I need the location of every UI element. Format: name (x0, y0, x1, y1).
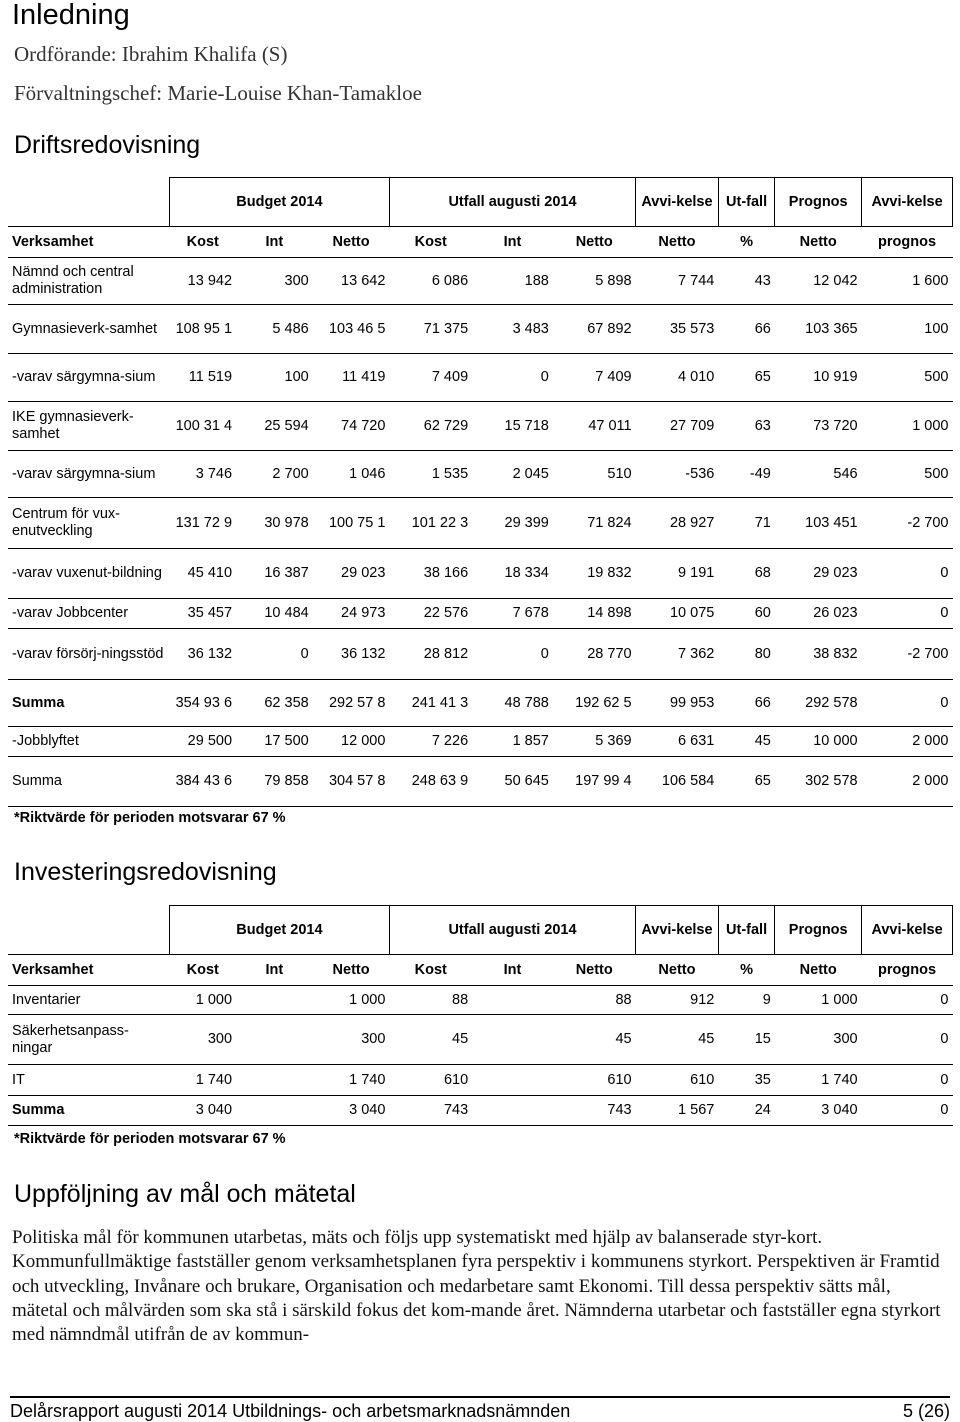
footer-page-number: 5 (26) (902, 1401, 950, 1421)
header-spacer (8, 906, 169, 955)
cell-value: 354 93 6 (169, 680, 236, 727)
row-label: -varav särgymna-sium (8, 451, 169, 498)
cell-value: 292 578 (775, 680, 862, 727)
cell-value: 18 334 (472, 549, 553, 599)
drift-table (8, 177, 953, 807)
cell-value: 912 (636, 986, 719, 1015)
cell-value: 7 362 (636, 629, 719, 680)
cell-value: 10 919 (775, 354, 862, 402)
cell-value: 71 (718, 498, 775, 549)
cell-value: 6 086 (389, 258, 472, 305)
row-label: -Jobblyftet (8, 727, 169, 757)
cell-value: 10 075 (636, 599, 719, 629)
group-avvikelse-prognos: Avvi-kelse (862, 906, 953, 955)
group-budget: Budget 2014 (169, 906, 389, 955)
cell-value: 3 040 (169, 1096, 236, 1126)
cell-value: 45 (636, 1015, 719, 1065)
group-utfall-pct: Ut-fall (718, 906, 775, 955)
cell-value: 88 (389, 986, 472, 1015)
table-row (8, 1096, 953, 1126)
cell-value: 48 788 (472, 680, 553, 727)
cell-value: 1 740 (313, 1065, 390, 1096)
cell-value: 66 (718, 305, 775, 354)
cell-value: 10 484 (236, 599, 313, 629)
cell-value: 74 720 (313, 402, 390, 451)
cell-value: 7 226 (389, 727, 472, 757)
cell-value: 29 399 (472, 498, 553, 549)
cell-value: 45 (553, 1015, 636, 1065)
goals-paragraph: Politiska mål för kommunen utarbetas, mäts och följs upp systematiskt med hjälp av balanserade styr-kort. Kommunfullmäktige fastställer genom verksamhetsplanen fyra perspektiv i kommunens styrkort. Perspektiven är Framtid och utveckling, Invånare och brukare, Organisation och medarbetare samt Ekonomi. Till dessa perspektiv sätts mål, mätetal och målvärden som ska stå i särskild fokus det kom-mande året. Nämnderna utarbetar och fastställer egna styrkort med nämndmål utifrån de av kommun- (12, 1227, 941, 1346)
drift-note: *Riktvärde för perioden motsvarar 67 % (14, 810, 286, 826)
cell-value: 743 (553, 1096, 636, 1126)
cell-value: 1 000 (313, 986, 390, 1015)
cell-value: 9 (718, 986, 775, 1015)
column-header: Kost (389, 227, 472, 258)
drift-title: Driftsredovisning (14, 131, 201, 159)
cell-value: 19 832 (553, 549, 636, 599)
cell-value: 3 040 (775, 1096, 862, 1126)
cell-value (236, 1096, 313, 1126)
cell-value: 27 709 (636, 402, 719, 451)
column-header: Netto (775, 227, 862, 258)
cell-value: 610 (389, 1065, 472, 1096)
cell-value: 101 22 3 (389, 498, 472, 549)
cell-value: 12 042 (775, 258, 862, 305)
cell-value: 3 040 (313, 1096, 390, 1126)
table-group-header (8, 178, 953, 227)
cell-value: 103 451 (775, 498, 862, 549)
cell-value: 1 535 (389, 451, 472, 498)
cell-value: 71 824 (553, 498, 636, 549)
column-header: Verksamhet (8, 955, 169, 986)
table-column-header (8, 227, 953, 258)
cell-value: -2 700 (862, 498, 953, 549)
cell-value: 28 927 (636, 498, 719, 549)
column-header: % (718, 227, 775, 258)
table-row (8, 680, 953, 727)
manager-line: Förvaltningschef: Marie-Louise Khan-Tamakloe (14, 81, 422, 105)
cell-value: 66 (718, 680, 775, 727)
cell-value: 0 (862, 549, 953, 599)
cell-value: 546 (775, 451, 862, 498)
column-header: Int (472, 955, 553, 986)
cell-value: 0 (472, 629, 553, 680)
page-footer (10, 1396, 950, 1422)
table-row (8, 629, 953, 680)
invest-table (8, 905, 953, 1126)
cell-value: 300 (236, 258, 313, 305)
group-utfall: Utfall augusti 2014 (389, 178, 635, 227)
group-prognos: Prognos (775, 178, 862, 227)
cell-value: 35 457 (169, 599, 236, 629)
cell-value: 2 000 (862, 757, 953, 807)
column-header: prognos (862, 227, 953, 258)
cell-value: 7 744 (636, 258, 719, 305)
cell-value: 17 500 (236, 727, 313, 757)
cell-value: 100 31 4 (169, 402, 236, 451)
cell-value (472, 986, 553, 1015)
cell-value: 5 486 (236, 305, 313, 354)
cell-value: -536 (636, 451, 719, 498)
cell-value: 2 700 (236, 451, 313, 498)
cell-value: 35 (718, 1065, 775, 1096)
cell-value: 26 023 (775, 599, 862, 629)
cell-value: 100 75 1 (313, 498, 390, 549)
cell-value: 192 62 5 (553, 680, 636, 727)
table-row (8, 599, 953, 629)
cell-value: 300 (313, 1015, 390, 1065)
chair-line: Ordförande: Ibrahim Khalifa (S) (14, 42, 288, 66)
cell-value: 188 (472, 258, 553, 305)
cell-value: 610 (636, 1065, 719, 1096)
cell-value: 36 132 (169, 629, 236, 680)
cell-value: 29 023 (775, 549, 862, 599)
cell-value: 0 (472, 354, 553, 402)
cell-value: 1 567 (636, 1096, 719, 1126)
table-row (8, 258, 953, 305)
group-utfall: Utfall augusti 2014 (389, 906, 635, 955)
table-row (8, 498, 953, 549)
cell-value: 304 57 8 (313, 757, 390, 807)
cell-value: 14 898 (553, 599, 636, 629)
column-header: prognos (862, 955, 953, 986)
table-row (8, 549, 953, 599)
cell-value: 43 (718, 258, 775, 305)
cell-value: 29 023 (313, 549, 390, 599)
column-header: Netto (553, 227, 636, 258)
cell-value: 10 000 (775, 727, 862, 757)
cell-value: 103 365 (775, 305, 862, 354)
cell-value: 241 41 3 (389, 680, 472, 727)
cell-value: 65 (718, 354, 775, 402)
cell-value: 13 942 (169, 258, 236, 305)
cell-value: 45 (718, 727, 775, 757)
group-avvikelse: Avvi-kelse (636, 906, 719, 955)
cell-value: 38 832 (775, 629, 862, 680)
table-row (8, 727, 953, 757)
row-label: -varav särgymna-sium (8, 354, 169, 402)
cell-value: 1 740 (775, 1065, 862, 1096)
cell-value: 28 770 (553, 629, 636, 680)
cell-value: 13 642 (313, 258, 390, 305)
column-header: Netto (636, 955, 719, 986)
cell-value: 29 500 (169, 727, 236, 757)
cell-value: 35 573 (636, 305, 719, 354)
cell-value: -49 (718, 451, 775, 498)
cell-value: 12 000 (313, 727, 390, 757)
row-label: IKE gymnasieverk-samhet (8, 402, 169, 451)
cell-value: 0 (862, 1096, 953, 1126)
cell-value: 9 191 (636, 549, 719, 599)
cell-value: 30 978 (236, 498, 313, 549)
cell-value: 1 046 (313, 451, 390, 498)
row-label: IT (8, 1065, 169, 1096)
cell-value: 36 132 (313, 629, 390, 680)
column-header: Int (472, 227, 553, 258)
group-avvikelse: Avvi-kelse (636, 178, 719, 227)
row-label: Inventarier (8, 986, 169, 1015)
column-header: Int (236, 955, 313, 986)
cell-value: 3 746 (169, 451, 236, 498)
row-label: Summa (8, 1096, 169, 1126)
cell-value: 7 678 (472, 599, 553, 629)
cell-value: 3 483 (472, 305, 553, 354)
cell-value: 510 (553, 451, 636, 498)
row-label: Centrum för vux-enutveckling (8, 498, 169, 549)
cell-value: 25 594 (236, 402, 313, 451)
cell-value: 60 (718, 599, 775, 629)
cell-value: 1 000 (169, 986, 236, 1015)
cell-value: 11 419 (313, 354, 390, 402)
cell-value: 45 410 (169, 549, 236, 599)
cell-value: 1 857 (472, 727, 553, 757)
invest-note: *Riktvärde för perioden motsvarar 67 % (14, 1131, 286, 1147)
goals-title: Uppföljning av mål och mätetal (14, 1180, 356, 1208)
cell-value: 62 729 (389, 402, 472, 451)
row-label: Nämnd och central administration (8, 258, 169, 305)
cell-value: 47 011 (553, 402, 636, 451)
group-avvikelse-prognos: Avvi-kelse (862, 178, 953, 227)
group-budget: Budget 2014 (169, 178, 389, 227)
cell-value (236, 1015, 313, 1065)
column-header: Kost (169, 227, 236, 258)
cell-value (472, 1065, 553, 1096)
cell-value: 6 631 (636, 727, 719, 757)
column-header: Verksamhet (8, 227, 169, 258)
column-header: Netto (775, 955, 862, 986)
cell-value: -2 700 (862, 629, 953, 680)
column-header: Netto (313, 955, 390, 986)
cell-value: 28 812 (389, 629, 472, 680)
row-label: -varav vuxenut-bildning (8, 549, 169, 599)
cell-value: 500 (862, 354, 953, 402)
cell-value (236, 986, 313, 1015)
cell-value: 5 369 (553, 727, 636, 757)
cell-value: 610 (553, 1065, 636, 1096)
cell-value: 106 584 (636, 757, 719, 807)
row-label: Summa (8, 757, 169, 807)
cell-value: 24 973 (313, 599, 390, 629)
cell-value: 197 99 4 (553, 757, 636, 807)
cell-value: 0 (236, 629, 313, 680)
cell-value: 50 645 (472, 757, 553, 807)
row-label: Summa (8, 680, 169, 727)
row-label: Gymnasieverk-samhet (8, 305, 169, 354)
cell-value: 5 898 (553, 258, 636, 305)
column-header: % (718, 955, 775, 986)
cell-value: 0 (862, 1065, 953, 1096)
cell-value: 11 519 (169, 354, 236, 402)
table-row (8, 305, 953, 354)
column-header: Netto (313, 227, 390, 258)
cell-value: 302 578 (775, 757, 862, 807)
cell-value: 99 953 (636, 680, 719, 727)
page-heading: Inledning (12, 0, 130, 31)
invest-title: Investeringsredovisning (14, 858, 277, 886)
cell-value: 2 045 (472, 451, 553, 498)
table-row (8, 1015, 953, 1065)
footer-title: Delårsrapport augusti 2014 Utbildnings- och arbetsmarknadsnämnden (10, 1401, 571, 1421)
table-row (8, 986, 953, 1015)
cell-value: 300 (775, 1015, 862, 1065)
cell-value (236, 1065, 313, 1096)
cell-value: 73 720 (775, 402, 862, 451)
cell-value: 131 72 9 (169, 498, 236, 549)
table-group-header (8, 906, 953, 955)
cell-value: 100 (236, 354, 313, 402)
cell-value: 62 358 (236, 680, 313, 727)
group-utfall-pct: Ut-fall (718, 178, 775, 227)
cell-value: 80 (718, 629, 775, 680)
cell-value: 300 (169, 1015, 236, 1065)
cell-value: 108 95 1 (169, 305, 236, 354)
cell-value: 100 (862, 305, 953, 354)
cell-value: 743 (389, 1096, 472, 1126)
group-prognos: Prognos (775, 906, 862, 955)
cell-value: 68 (718, 549, 775, 599)
cell-value: 63 (718, 402, 775, 451)
cell-value: 1 000 (862, 402, 953, 451)
cell-value (472, 1096, 553, 1126)
cell-value: 22 576 (389, 599, 472, 629)
column-header: Kost (389, 955, 472, 986)
cell-value: 0 (862, 680, 953, 727)
table-row (8, 451, 953, 498)
header-spacer (8, 178, 169, 227)
cell-value: 248 63 9 (389, 757, 472, 807)
cell-value: 15 (718, 1015, 775, 1065)
table-row (8, 402, 953, 451)
column-header: Kost (169, 955, 236, 986)
cell-value: 79 858 (236, 757, 313, 807)
cell-value: 1 740 (169, 1065, 236, 1096)
cell-value: 71 375 (389, 305, 472, 354)
cell-value: 384 43 6 (169, 757, 236, 807)
table-column-header (8, 955, 953, 986)
table-row (8, 354, 953, 402)
cell-value: 24 (718, 1096, 775, 1126)
cell-value: 2 000 (862, 727, 953, 757)
cell-value: 88 (553, 986, 636, 1015)
cell-value: 0 (862, 1015, 953, 1065)
cell-value: 292 57 8 (313, 680, 390, 727)
cell-value: 15 718 (472, 402, 553, 451)
table-row (8, 757, 953, 807)
cell-value: 1 000 (775, 986, 862, 1015)
column-header: Netto (636, 227, 719, 258)
cell-value: 16 387 (236, 549, 313, 599)
cell-value: 45 (389, 1015, 472, 1065)
cell-value: 7 409 (389, 354, 472, 402)
row-label: -varav Jobbcenter (8, 599, 169, 629)
cell-value: 67 892 (553, 305, 636, 354)
cell-value: 1 600 (862, 258, 953, 305)
cell-value: 500 (862, 451, 953, 498)
table-row (8, 1065, 953, 1096)
cell-value: 7 409 (553, 354, 636, 402)
row-label: Säkerhetsanpass-ningar (8, 1015, 169, 1065)
cell-value (472, 1015, 553, 1065)
cell-value: 103 46 5 (313, 305, 390, 354)
cell-value: 38 166 (389, 549, 472, 599)
cell-value: 0 (862, 599, 953, 629)
row-label: -varav försörj-ningsstöd (8, 629, 169, 680)
cell-value: 65 (718, 757, 775, 807)
cell-value: 0 (862, 986, 953, 1015)
cell-value: 4 010 (636, 354, 719, 402)
column-header: Int (236, 227, 313, 258)
column-header: Netto (553, 955, 636, 986)
